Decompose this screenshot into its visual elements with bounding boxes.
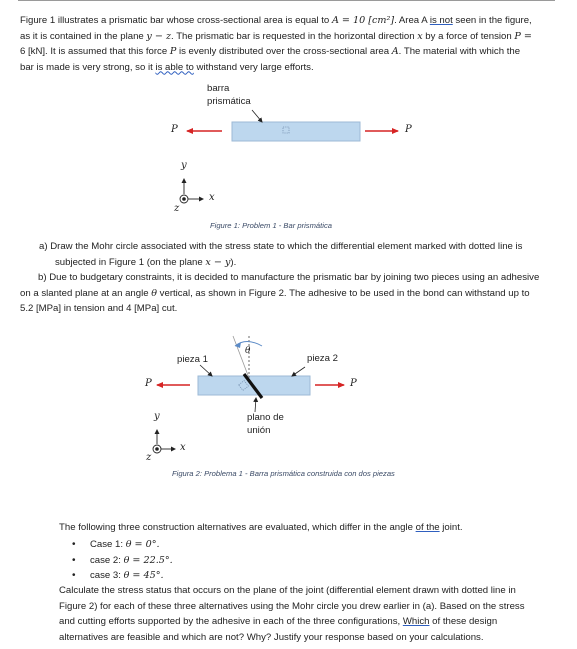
is-able-to-text: is able to (155, 61, 194, 73)
axis-y-label-2: y (154, 411, 160, 422)
force-p-eq: P = (514, 30, 532, 42)
conclusion-line4: alternatives are feasible and which are not? Why? Justify your response based on your calculations. (59, 631, 484, 643)
cases-list (72, 537, 173, 584)
theta-label: θ (245, 346, 251, 356)
plane-label-line2: unión (247, 425, 271, 436)
figure-1-caption: Figure 1: Problem 1 - Bar prismática (210, 221, 332, 230)
force-p: P (169, 46, 177, 57)
conclusion-line3-end: of these design (429, 616, 498, 627)
axis-z-label: z (174, 203, 180, 214)
plane-yz: y − z (146, 30, 172, 42)
bar-label-line2: prismática (207, 96, 251, 107)
question-b-line2: on a slanted plane at an angle (20, 287, 152, 299)
conclusion-line3: and cutting efforts supported by the adhesive in each of the three configurations, (59, 616, 403, 627)
conclusion-line2: Figure 2) for each of these three alternatives using the Mohr circle you drew earlier in (a). Based on the stress (59, 600, 525, 612)
force-right-label: P (405, 124, 412, 135)
axis-y-label: y (181, 160, 187, 171)
piece-2-label: pieza 2 (307, 353, 338, 364)
axis-x-label: x (209, 192, 215, 203)
intro-line2-text-c: by a force of tension (422, 30, 515, 42)
plane-xy: x − y (205, 256, 231, 268)
case-2-label: case 2: (90, 554, 124, 566)
intro-line3-text: 6 [kN]. It is assumed that this force (20, 46, 170, 57)
axis-z-dot-2 (155, 447, 159, 451)
question-a-line1: a) Draw the Mohr circle associated with the stress state to which the differential element marked with dotted line is (39, 241, 523, 252)
alternatives-intro-end: joint. (439, 522, 463, 533)
plane-label-line1: plano de (247, 412, 284, 423)
figure-2-caption: Figura 2: Problema 1 - Barra prismática construida con dos piezas (172, 469, 395, 478)
case-3-label: case 3: (90, 570, 124, 582)
force-left-label: P (171, 124, 178, 135)
is-not-text: is not (429, 15, 453, 26)
piece-1-leader (200, 365, 212, 376)
axis-z-label-2: z (146, 452, 152, 463)
of-the-text: of the (415, 522, 440, 533)
plane-label-leader (255, 398, 256, 412)
question-b-line3: 5.2 [MPa] in tension and 4 [MPa] cut. (20, 303, 178, 314)
case-2-item (72, 553, 173, 569)
piece-1-label: pieza 1 (177, 354, 208, 365)
intro-line4-text: bar is made is very strong, so it (20, 61, 156, 73)
which-text: Which (402, 616, 430, 627)
axis-x-label-2: x (180, 442, 186, 453)
case-3-value: θ = 45°. (123, 570, 164, 582)
intro-line1-text: Figure 1 illustrates a prismatic bar whose cross-sectional area is equal to (20, 15, 332, 26)
intro-line1-text-c: seen in the figure, (452, 15, 532, 26)
case-2-value: θ = 22.5°. (123, 554, 173, 566)
question-a-line2-end: ). (230, 256, 237, 268)
case-3-item (72, 568, 173, 584)
area-formula: A = 10 [cm²] (331, 15, 395, 26)
alternatives-intro-text: The following three construction alternatives are evaluated, which differ in the angle (59, 522, 416, 533)
intro-line4-text-b: withstand very large efforts. (193, 61, 314, 73)
alternatives-intro (59, 520, 559, 536)
question-a-line2: subjected in Figure 1 (on the plane (55, 256, 206, 268)
question-b-line2-end: vertical, as shown in Figure 2. The adhesive to be used in the bond can withstand up to (157, 287, 530, 299)
theta-symbol: θ (151, 287, 158, 299)
conclusion-paragraph (59, 583, 559, 645)
conclusion-line1: Calculate the stress status that occurs on the plane of the joint (differential element drawn with dotted line in (59, 585, 516, 596)
case-1-label: Case 1: (90, 539, 126, 550)
case-1-value: θ = 0°. (125, 539, 160, 550)
intro-line2-text-b: . The prismatic bar is requested in the horizontal direction (171, 30, 418, 42)
question-b-line1: b) Due to budgetary constraints, it is decided to manufacture the prismatic bar by joining two pieces using an adhesive (38, 272, 540, 283)
force-right-label-2: P (350, 378, 357, 389)
bar-label-line1: barra (207, 83, 230, 94)
direction-x: x (417, 30, 423, 42)
force-left-label-2: P (145, 378, 152, 389)
intro-line3-text-c: . The material with which the (398, 46, 521, 57)
area-a: A (391, 46, 399, 57)
case-1-item (72, 537, 173, 553)
intro-line2-text: as it is contained in the plane (20, 30, 147, 42)
piece-2-leader (292, 367, 305, 376)
intro-line1-text-b: . Area A (394, 15, 430, 26)
intro-line3-text-b: is evenly distributed over the cross-sectional area (176, 46, 392, 57)
